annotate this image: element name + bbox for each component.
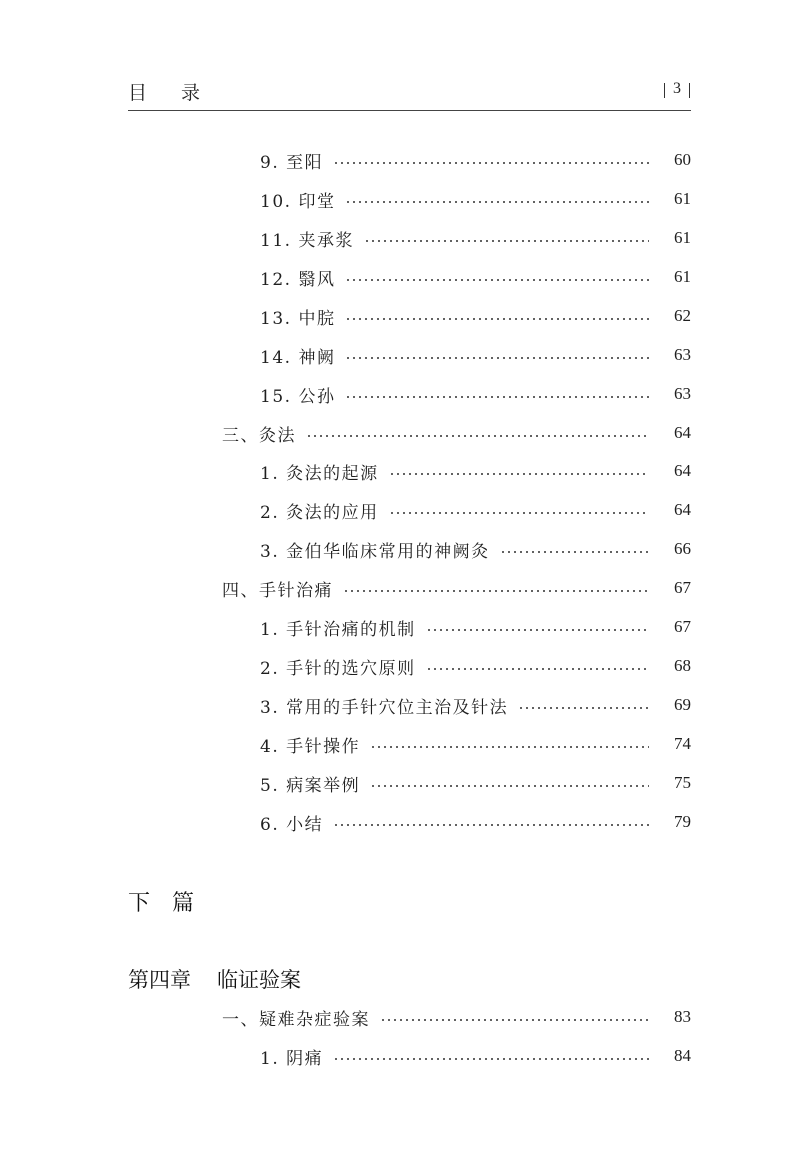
toc-entry[interactable] — [260, 146, 691, 174]
toc-entry-page: 67 — [674, 617, 691, 636]
toc-entry-label: 12. 翳风 — [260, 269, 336, 290]
dot-leader — [345, 396, 649, 398]
dot-leader — [333, 1058, 649, 1060]
part-title: 下篇 — [128, 891, 217, 916]
dot-leader — [518, 707, 649, 709]
toc-entry-page: 62 — [674, 306, 691, 325]
dot-leader — [345, 357, 649, 359]
dot-leader — [306, 435, 649, 437]
toc-entry-label: 4. 手针操作 — [260, 736, 361, 757]
dot-leader — [364, 240, 649, 242]
running-header-title: 目 录 — [128, 82, 215, 104]
dot-leader — [345, 201, 649, 203]
dot-leader — [333, 162, 649, 164]
toc-entry[interactable] — [260, 652, 691, 680]
dot-leader — [343, 590, 649, 592]
toc-entry[interactable] — [260, 808, 691, 836]
toc-entry-page: 83 — [674, 1007, 691, 1026]
toc-entry-page: 84 — [674, 1046, 691, 1065]
toc-section-label: 四、手针治痛 — [222, 580, 333, 601]
dot-leader — [389, 512, 649, 514]
header-divider — [128, 110, 691, 111]
toc-entry-label: 10. 印堂 — [260, 191, 336, 212]
toc-entry-label: 15. 公孙 — [260, 386, 336, 407]
toc-entry[interactable] — [260, 691, 691, 719]
toc-entry-page: 68 — [674, 656, 691, 675]
dot-leader — [426, 629, 649, 631]
toc-entry-page: 69 — [674, 695, 691, 714]
dot-leader — [333, 824, 649, 826]
toc-entry-page: 60 — [674, 150, 691, 169]
toc-entry-page: 64 — [674, 423, 691, 442]
dot-leader — [380, 1019, 649, 1021]
toc-entry-label: 5. 病案举例 — [260, 775, 361, 796]
toc-entry[interactable] — [260, 380, 691, 408]
toc-entry[interactable] — [260, 496, 691, 524]
page-number: 3 — [662, 80, 692, 98]
dot-leader — [345, 279, 649, 281]
toc-entry-label: 11. 夹承浆 — [260, 230, 354, 251]
toc-entry-label: 9. 至阳 — [260, 152, 324, 173]
toc-entry[interactable] — [260, 535, 691, 563]
dot-leader — [500, 551, 649, 553]
dot-leader — [389, 473, 649, 475]
toc-entry[interactable] — [260, 730, 691, 758]
dot-leader — [370, 785, 649, 787]
toc-entry[interactable] — [260, 185, 691, 213]
chapter-number: 第四章 — [128, 968, 191, 992]
toc-entry-label: 3. 常用的手针穴位主治及针法 — [260, 697, 509, 718]
toc-entry-label: 3. 金伯华临床常用的神阙灸 — [260, 541, 490, 562]
dot-leader — [370, 746, 649, 748]
toc-entry-label: 2. 灸法的应用 — [260, 502, 379, 523]
toc-entry-label: 1. 阴痛 — [260, 1048, 324, 1069]
toc-entry-page: 63 — [674, 384, 691, 403]
dot-leader — [426, 668, 649, 670]
toc-entry-page: 61 — [674, 189, 691, 208]
toc-section-label: 一、疑难杂症验案 — [222, 1009, 370, 1030]
toc-entry-label: 6. 小结 — [260, 814, 324, 835]
toc-section-label: 三、灸法 — [222, 425, 296, 446]
toc-entry-label: 1. 手针治痛的机制 — [260, 619, 416, 640]
toc-entry[interactable] — [260, 613, 691, 641]
toc-section[interactable] — [222, 1003, 691, 1031]
toc-entry-page: 61 — [674, 228, 691, 247]
toc-entry[interactable] — [260, 769, 691, 797]
toc-entry-page: 64 — [674, 500, 691, 519]
toc-section[interactable] — [222, 574, 691, 602]
toc-entry[interactable] — [260, 224, 691, 252]
toc-entry-page: 64 — [674, 461, 691, 480]
toc-section[interactable] — [222, 419, 691, 447]
toc-entry-label: 13. 中脘 — [260, 308, 336, 329]
toc-entry-page: 79 — [674, 812, 691, 831]
dot-leader — [345, 318, 649, 320]
toc-entry-page: 74 — [674, 734, 691, 753]
toc-entry[interactable] — [260, 1042, 691, 1070]
chapter-heading[interactable] — [128, 964, 301, 994]
toc-entry-label: 1. 灸法的起源 — [260, 463, 379, 484]
toc-entry-page: 61 — [674, 267, 691, 286]
toc-entry[interactable] — [260, 341, 691, 369]
toc-entry[interactable] — [260, 302, 691, 330]
chapter-title: 临证验案 — [217, 968, 301, 992]
toc-entry-label: 14. 神阙 — [260, 347, 336, 368]
toc-entry[interactable] — [260, 263, 691, 291]
toc-entry-page: 66 — [674, 539, 691, 558]
toc-entry-page: 63 — [674, 345, 691, 364]
toc-entry-page: 67 — [674, 578, 691, 597]
toc-entry-page: 75 — [674, 773, 691, 792]
toc-entry[interactable] — [260, 457, 691, 485]
toc-entry-label: 2. 手针的选穴原则 — [260, 658, 416, 679]
